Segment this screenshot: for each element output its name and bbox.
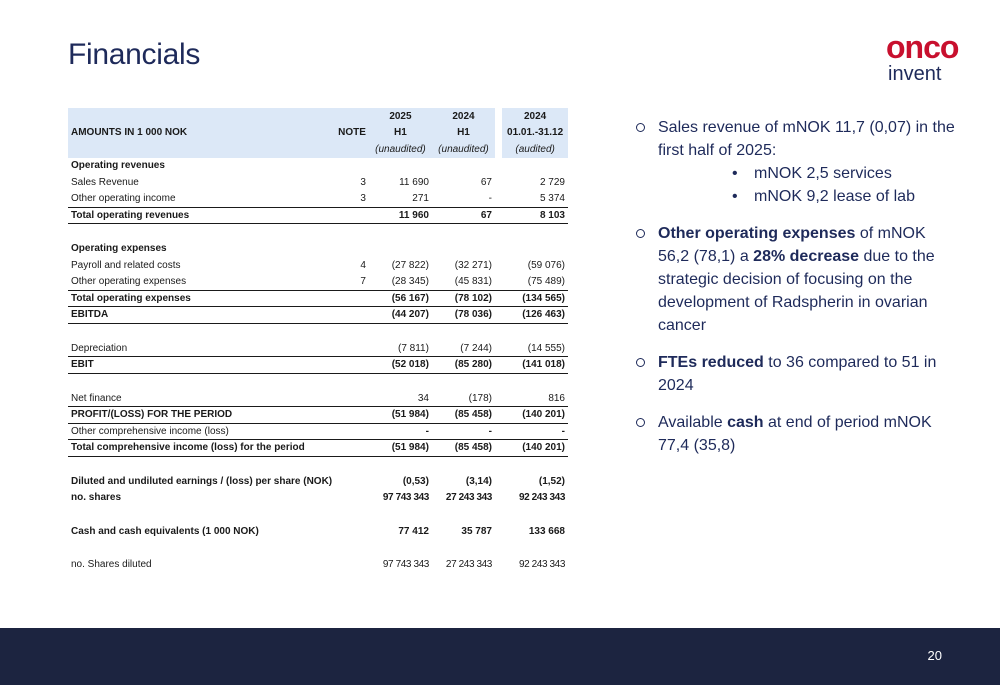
row-value-2024-fy: (141 018) — [502, 357, 568, 374]
circle-bullet-icon — [636, 123, 645, 132]
row-label: PROFIT/(LOSS) FOR THE PERIOD — [68, 407, 335, 424]
table-row-profit-loss — [68, 407, 568, 424]
row-label: EBITDA — [68, 307, 335, 324]
row-value-2024-fy: 816 — [502, 390, 568, 407]
row-value-2025-h1: (0,53) — [402, 475, 429, 487]
row-value-2025-h1: (51 984) — [369, 440, 432, 457]
row-value-2024-fy: (14 555) — [502, 340, 568, 357]
row-value-2024-h1: (7 244) — [432, 340, 495, 357]
row-label: Other operating income — [68, 191, 335, 208]
row-value-2024-fy: (134 565) — [502, 290, 568, 307]
table-header-row-period — [68, 125, 568, 142]
row-value-2024-h1: (85 458) — [432, 440, 495, 457]
bullet-bold-text: 28% decrease — [753, 248, 860, 265]
row-note: 3 — [335, 191, 369, 208]
row-value-2024-fy: 8 103 — [502, 207, 568, 224]
table-header-row-year — [68, 108, 568, 125]
bullet-operating-expenses — [636, 222, 956, 337]
row-label: no. Shares diluted — [71, 559, 152, 571]
header-note-label: NOTE — [335, 125, 369, 142]
operating-revenues-title: Operating revenues — [71, 160, 165, 172]
header-col1-status: (unaudited) — [369, 141, 432, 158]
spacer-row — [68, 373, 568, 390]
table-row — [68, 340, 568, 357]
row-value-2025-h1: 271 — [369, 191, 432, 208]
operating-expenses-title: Operating expenses — [71, 243, 167, 255]
header-col1-period: H1 — [369, 125, 432, 142]
row-value-2024-h1: (32 271) — [454, 259, 492, 271]
table-row-eps — [68, 473, 568, 490]
table-row-total — [68, 207, 568, 224]
sub-bullet-list — [732, 162, 956, 208]
header-col3-status: (audited) — [502, 141, 568, 158]
row-value-2024-fy: (140 201) — [502, 440, 568, 457]
row-label: Diluted and undiluted earnings / (loss) per share (NOK) — [71, 475, 333, 487]
row-value-2024-h1: - — [432, 191, 495, 208]
bullet-bold-text: FTEs reduced — [658, 354, 764, 371]
header-amounts-label: AMOUNTS IN 1 000 NOK — [68, 125, 335, 142]
bullet-text: at end of period mNOK 77,4 (35,8) — [658, 414, 932, 454]
row-value-2024-h1: 67 — [432, 207, 495, 224]
sub-bullet-services: • mNOK 2,5 services — [732, 162, 956, 185]
row-value-2024-h1: - — [432, 423, 495, 440]
row-value-2024-h1: (85 458) — [432, 407, 495, 424]
row-note: 3 — [360, 176, 366, 188]
row-value-2024-fy: (75 489) — [502, 274, 568, 291]
bullet-text: Sales revenue of mNOK 11,7 (0,07) in the first half of 2025: — [658, 119, 955, 159]
table-row-no-shares — [68, 490, 568, 507]
row-value-2025-h1: 11 960 — [369, 207, 432, 224]
table-row-total-comprehensive — [68, 440, 568, 457]
row-value-2024-h1: 27 243 343 — [445, 559, 492, 571]
row-label: Depreciation — [68, 340, 335, 357]
row-value-2024-h1: (3,14) — [465, 475, 492, 487]
row-label: Total operating expenses — [68, 290, 335, 307]
sub-bullet-lease: • mNOK 9,2 lease of lab — [732, 185, 956, 208]
row-value-2025-h1: 97 743 343 — [382, 492, 429, 504]
row-label: EBIT — [68, 357, 335, 374]
row-label: Total comprehensive income (loss) for the period — [68, 440, 335, 457]
row-value-2024-h1: (45 831) — [432, 274, 495, 291]
row-value-2024-h1: 67 — [480, 176, 492, 188]
row-value-2025-h1: - — [369, 423, 432, 440]
table-row-shares-diluted — [68, 557, 568, 574]
row-value-2025-h1: (44 207) — [369, 307, 432, 324]
circle-bullet-icon — [636, 229, 645, 238]
row-value-2025-h1: 97 743 343 — [382, 559, 429, 571]
table-row — [68, 257, 568, 274]
bullet-bold-text: Other operating expenses — [658, 225, 856, 242]
financial-table — [68, 108, 568, 573]
oncoinvent-logo — [886, 30, 976, 94]
spacer-row — [68, 224, 568, 241]
header-col2-status: (unaudited) — [432, 141, 495, 158]
circle-bullet-icon — [636, 358, 645, 367]
circle-bullet-icon — [636, 418, 645, 427]
row-label: Total operating revenues — [68, 207, 335, 224]
row-value-2025-h1: (7 811) — [369, 340, 432, 357]
spacer-row — [68, 506, 568, 523]
row-value-2025-h1: (28 345) — [369, 274, 432, 291]
row-value-2024-fy: (1,52) — [538, 475, 565, 487]
row-value-2025-h1: (56 167) — [369, 290, 432, 307]
row-note: 4 — [360, 259, 366, 271]
row-value-2024-h1: 27 243 343 — [445, 492, 492, 504]
row-label: Sales Revenue — [71, 176, 139, 188]
table-row — [68, 423, 568, 440]
row-label: Net finance — [68, 390, 335, 407]
bullet-ftes — [636, 351, 956, 397]
header-col3-period: 01.01.-31.12 — [502, 125, 568, 142]
row-label: Other operating expenses — [68, 274, 335, 291]
row-value-2024-fy: 92 243 343 — [518, 492, 565, 504]
bullet-bold-text: cash — [727, 414, 764, 431]
logo-wordmark-top: onco — [886, 29, 959, 65]
spacer-row — [68, 323, 568, 340]
row-value-2025-h1: 34 — [369, 390, 432, 407]
table-row-total — [68, 290, 568, 307]
page-title: Financials — [68, 38, 201, 71]
row-value-2024-fy: (126 463) — [502, 307, 568, 324]
bullet-text: Available — [658, 414, 728, 431]
row-label: Other comprehensive income (loss) — [68, 423, 335, 440]
bullet-text: to 36 compared to 51 in 2024 — [658, 354, 937, 394]
row-value-2024-h1: (78 102) — [432, 290, 495, 307]
row-value-2025-h1: (27 822) — [391, 259, 429, 271]
row-value-2024-fy: 2 729 — [539, 176, 565, 188]
row-value-2025-h1: (52 018) — [369, 357, 432, 374]
header-col2-period: H1 — [432, 125, 495, 142]
table-row — [68, 274, 568, 291]
row-value-2024-h1: 35 787 — [461, 525, 492, 537]
table-row — [68, 390, 568, 407]
row-label: Payroll and related costs — [71, 259, 181, 271]
table-row-cash — [68, 523, 568, 540]
row-value-2024-fy: (59 076) — [527, 259, 565, 271]
row-value-2024-h1: (85 280) — [432, 357, 495, 374]
key-points — [636, 116, 956, 471]
bullet-sales-revenue — [636, 116, 956, 208]
section-title-row — [68, 158, 568, 175]
header-col1-year: 2025 — [369, 108, 432, 125]
header-col2-year: 2024 — [432, 108, 495, 125]
row-value-2024-h1: (178) — [432, 390, 495, 407]
row-value-2024-h1: (78 036) — [432, 307, 495, 324]
bullet-text: of mNOK 56,2 (78,1) a — [658, 225, 926, 265]
table-header-row-status — [68, 141, 568, 158]
table-row — [68, 191, 568, 208]
spacer-row — [68, 540, 568, 557]
bullet-text: due to the strategic decision of focusing on the development of Radspherin in ovarian cancer — [658, 248, 935, 334]
header-col3-year: 2024 — [502, 108, 568, 125]
logo-wordmark-bottom: invent — [888, 63, 942, 85]
section-title-row — [68, 241, 568, 258]
row-value-2025-h1: 77 412 — [398, 525, 429, 537]
row-value-2024-fy: 133 668 — [528, 525, 565, 537]
row-value-2025-h1: (51 984) — [369, 407, 432, 424]
row-value-2024-fy: 5 374 — [502, 191, 568, 208]
footer-bar — [0, 628, 1000, 685]
row-note: 7 — [335, 274, 369, 291]
row-label: Cash and cash equivalents (1 000 NOK) — [71, 525, 259, 537]
row-value-2024-fy: 92 243 343 — [518, 559, 565, 571]
bullet-cash — [636, 411, 956, 457]
table-row-ebit — [68, 357, 568, 374]
page-number: 20 — [927, 648, 942, 663]
row-value-2025-h1: 11 690 — [399, 176, 429, 188]
row-value-2024-fy: - — [502, 423, 568, 440]
table-row-ebitda — [68, 307, 568, 324]
spacer-row — [68, 456, 568, 473]
table-row — [68, 174, 568, 191]
row-value-2024-fy: (140 201) — [502, 407, 568, 424]
row-label: no. shares — [71, 492, 122, 504]
